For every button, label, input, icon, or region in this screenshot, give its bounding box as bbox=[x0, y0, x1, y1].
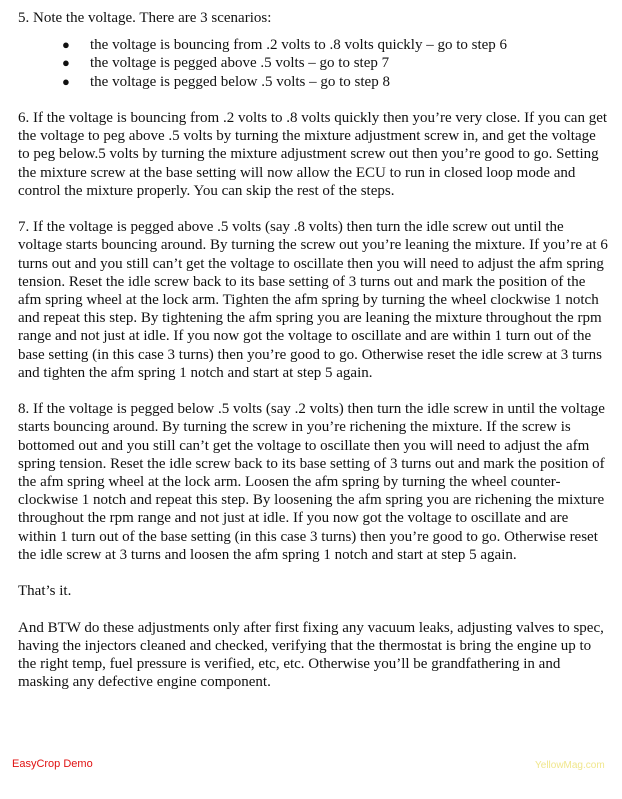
scenario-item bbox=[62, 54, 610, 72]
bullet-icon: ● bbox=[62, 55, 70, 71]
step-5-intro: 5. Note the voltage. There are 3 scenarios: bbox=[18, 10, 272, 26]
scenario-text: the voltage is pegged below .5 volts – go to step 8 bbox=[90, 73, 390, 90]
watermark: YellowMag.com bbox=[535, 760, 605, 771]
bullet-icon: ● bbox=[62, 73, 70, 89]
btw-paragraph: And BTW do these adjustments only after first fixing any vacuum leaks, adjusting valves to spec, having the injectors cleaned and checked, verifying that the thermostat is bring the engine up to the right temp, fuel pressure is verified, etc, etc. Otherwise you’ll be grandfathering in and masking any defective engine component. bbox=[18, 619, 604, 691]
document-page bbox=[18, 9, 610, 710]
scenario-text: the voltage is bouncing from .2 volts to .8 volts quickly – go to step 6 bbox=[90, 37, 508, 54]
step-7-paragraph: 7. If the voltage is pegged above .5 volts (say .8 volts) then turn the idle screw out until the voltage starts bouncing around. By turning the screw out you’re leaning the mixture. If you’re at 6 turns out and you still can’t get the voltage to oscillate then you will need to adjust the afm spring tension. Reset the idle screw back to its base setting of 3 turns out and mark the position of the afm spring wheel at the lock arm. Tighten the afm spring by turning the wheel clockwise 1 notch and repeat this step. By tightening the afm spring you are leaning the mixture throughout the rpm range and not just at idle. If you now got the voltage to oscillate and are within 1 turn out of the base setting (in this case 3 turns) then you’re good to go. Otherwise reset the idle screw at 3 turns and tighten the afm spring 1 notch and start at step 5 again. bbox=[18, 219, 608, 381]
scenario-list bbox=[18, 36, 610, 91]
scenario-item bbox=[62, 36, 610, 54]
step-6-paragraph: 6. If the voltage is bouncing from .2 volts to .8 volts quickly then you’re very close. If you can get the voltage to peg above .5 volts by turning the mixture adjustment screw in, and get the voltage to peg below.5 volts by turning the mixture adjustment screw out then you’re good to go. Setting the mixture screw at the base setting will now allow the ECU to run in closed loop mode and control the mixture properly. You can skip the rest of the steps. bbox=[18, 110, 608, 199]
step-8-paragraph: 8. If the voltage is pegged below .5 volts (say .2 volts) then turn the idle screw in until the voltage starts bouncing around. By turning the screw in you’re richening the mixture. If the screw is bottomed out and you still can’t get the voltage to oscillate then you will need to adjust the afm spring tension. Reset the idle screw back to its base setting of 3 turns out and mark the position of the afm spring wheel at the lock arm. Loosen the afm spring by turning the wheel counter-clockwise 1 notch and repeat this step. By loosening the afm spring you are richening the mixture throughout the rpm range and not just at idle. If you now got the voltage to oscillate and are within 1 turn out of the base setting (in this case 3 turns) then you’re good to go. Otherwise reset the idle screw at 3 turns and loosen the afm spring 1 notch and start at step 5 again. bbox=[18, 401, 605, 563]
scenario-text: the voltage is pegged above .5 volts – go to step 7 bbox=[90, 55, 390, 72]
thats-it-paragraph: That’s it. bbox=[18, 583, 72, 600]
scenario-item bbox=[62, 73, 610, 91]
bullet-icon: ● bbox=[62, 37, 70, 53]
demo-label: EasyCrop Demo bbox=[12, 758, 93, 770]
